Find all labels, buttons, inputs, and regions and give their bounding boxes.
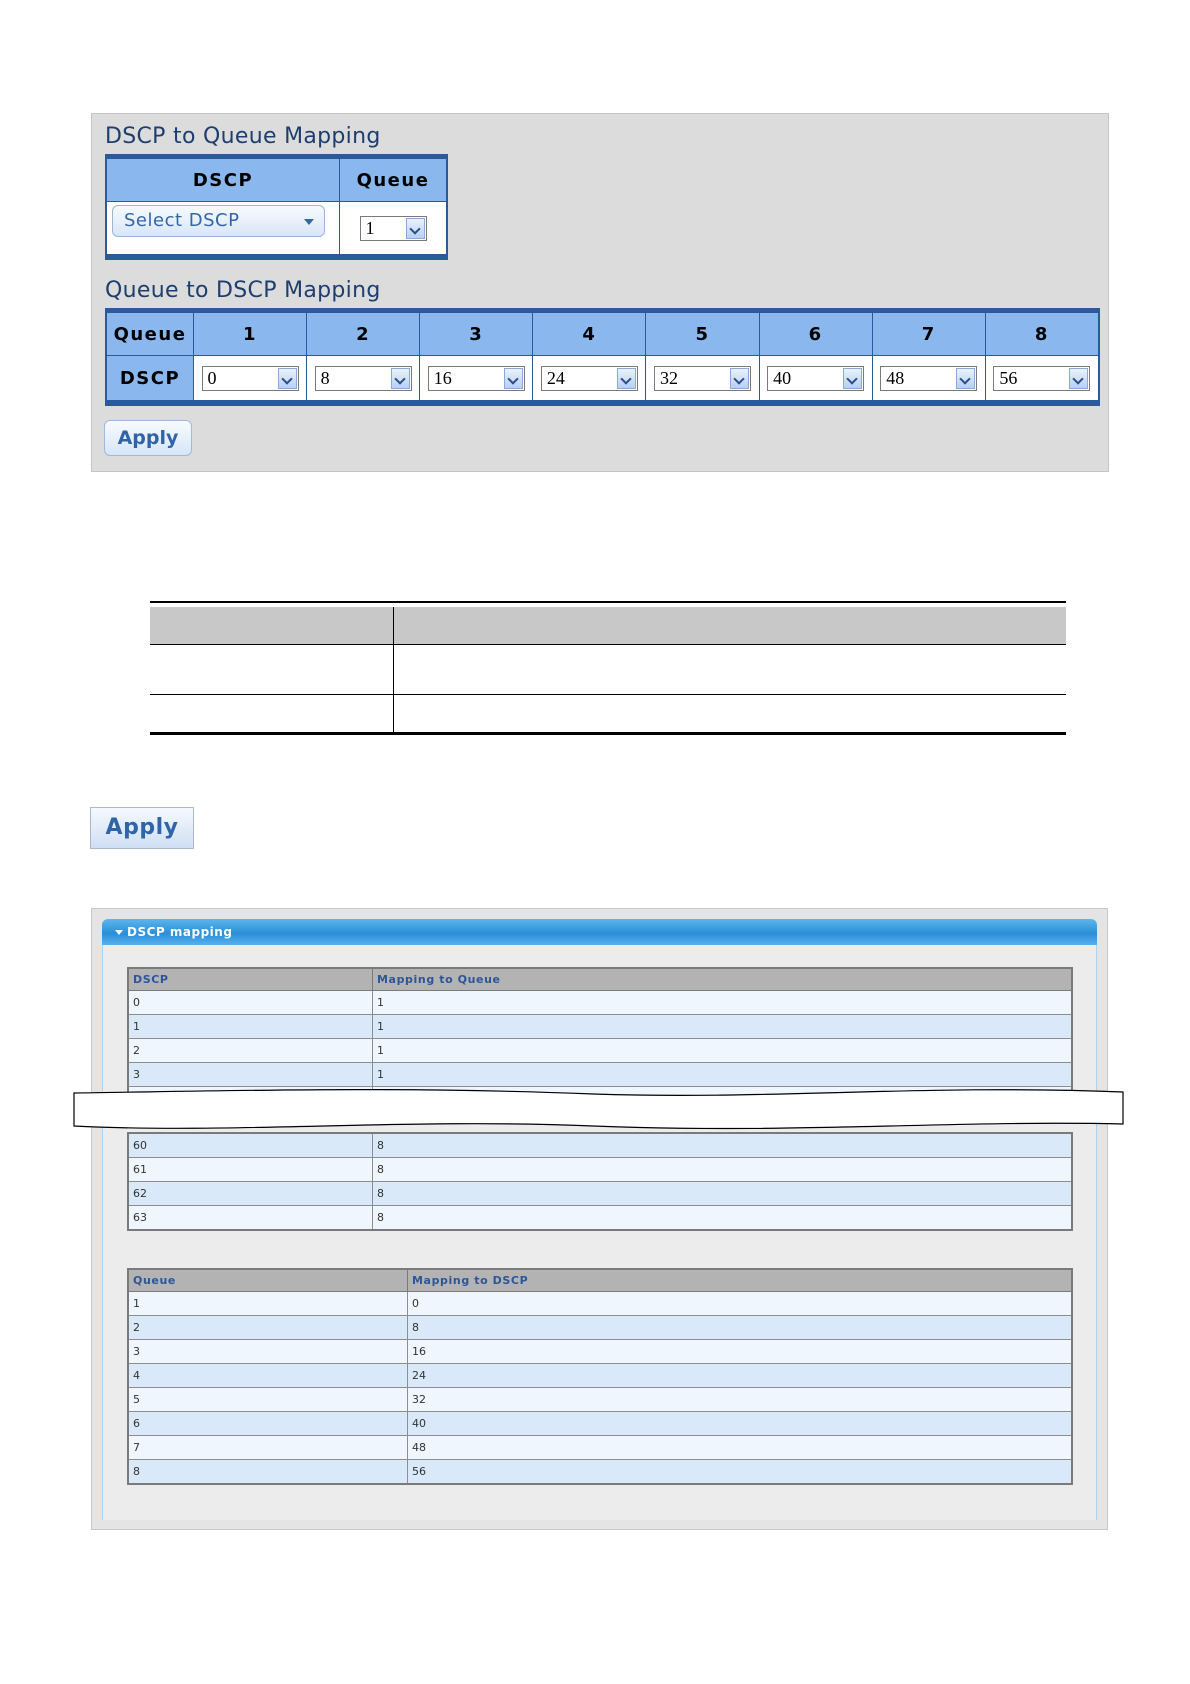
row-value-cell: 0	[408, 1292, 1073, 1316]
row-key-cell: 62	[128, 1182, 373, 1206]
table-row	[128, 1182, 1072, 1206]
chevron-down-icon[interactable]	[504, 368, 523, 389]
row-value-cell: 8	[373, 1182, 1073, 1206]
queue-2-dscp-select[interactable]	[315, 366, 412, 391]
row-key-cell: 2	[128, 1316, 408, 1340]
top-rule	[150, 601, 1066, 603]
row-key-cell: 4	[128, 1364, 408, 1388]
row-key-cell: 61	[128, 1158, 373, 1182]
collapse-caret-icon[interactable]	[115, 930, 123, 935]
dscp-select-value: 40	[773, 367, 792, 388]
dscp-row-label: DSCP	[106, 356, 194, 404]
header-rule	[150, 644, 1066, 645]
dscp-mapping-title: DSCP mapping	[127, 925, 233, 939]
chevron-down-icon[interactable]	[956, 368, 975, 389]
queue-2-dscp-cell	[307, 356, 420, 404]
row-value-cell: 8	[373, 1133, 1073, 1158]
row-key-cell: 8	[128, 1460, 408, 1485]
row-value-cell: 8	[408, 1316, 1073, 1340]
table-row	[128, 1388, 1072, 1412]
queue-1-dscp-cell	[194, 356, 307, 404]
dscp-to-queue-title: DSCP to Queue Mapping	[105, 124, 381, 149]
row-key-cell: 2	[128, 1039, 373, 1063]
table-row	[128, 1316, 1072, 1340]
queue-7-dscp-cell	[872, 356, 985, 404]
queue-5-header: 5	[646, 311, 759, 356]
description-table-header	[150, 607, 1066, 644]
row-value-cell: 16	[408, 1340, 1073, 1364]
table-row	[128, 1460, 1072, 1485]
dscp-to-queue-status-table-continued	[127, 1132, 1073, 1231]
queue-4-dscp-select[interactable]	[541, 366, 638, 391]
dscp-select-value: 48	[886, 367, 905, 388]
queue-2-header: 2	[307, 311, 420, 356]
dscp-select-value: 0	[207, 367, 217, 388]
table-row	[128, 1412, 1072, 1436]
dscp-select-value: 56	[999, 367, 1018, 388]
row-key-cell: 5	[128, 1388, 408, 1412]
queue-1-header: 1	[194, 311, 307, 356]
select-dscp-label: Select DSCP	[124, 210, 240, 231]
queue-select[interactable]	[360, 216, 427, 241]
queue-5-dscp-cell	[646, 356, 759, 404]
queue-select-value: 1	[365, 217, 375, 238]
chevron-down-icon[interactable]	[617, 368, 636, 389]
caret-down-icon	[304, 219, 314, 225]
table-row	[128, 1039, 1072, 1063]
row-value-cell: 1	[373, 1015, 1073, 1039]
queue-to-dscp-title: Queue to DSCP Mapping	[105, 278, 381, 303]
queue-3-header: 3	[420, 311, 533, 356]
dscp-header: DSCP	[128, 968, 373, 991]
table-row	[128, 1158, 1072, 1182]
mapping-to-dscp-header: Mapping to DSCP	[408, 1269, 1073, 1292]
dscp-column-header: DSCP	[106, 157, 340, 202]
queue-7-header: 7	[872, 311, 985, 356]
queue-8-dscp-select[interactable]	[993, 366, 1090, 391]
dscp-mapping-header-bar[interactable]	[102, 919, 1097, 945]
row-value-cell: 56	[408, 1460, 1073, 1485]
table-row	[128, 991, 1072, 1015]
row-rule	[150, 694, 1066, 695]
queue-header: Queue	[128, 1269, 408, 1292]
chevron-down-icon[interactable]	[843, 368, 862, 389]
table-row	[128, 1340, 1072, 1364]
queue-to-dscp-status-table	[127, 1268, 1073, 1485]
table-row	[128, 1063, 1072, 1087]
row-key-cell: 1	[128, 1292, 408, 1316]
row-key-cell: 63	[128, 1206, 373, 1231]
row-value-cell: 48	[408, 1436, 1073, 1460]
column-divider	[393, 607, 394, 732]
row-value-cell: 1	[373, 1063, 1073, 1087]
queue-3-dscp-cell	[420, 356, 533, 404]
row-key-cell: 6	[128, 1412, 408, 1436]
queue-row-label: Queue	[106, 311, 194, 356]
chevron-down-icon[interactable]	[391, 368, 410, 389]
chevron-down-icon[interactable]	[278, 368, 297, 389]
row-value-cell: 8	[373, 1158, 1073, 1182]
queue-6-dscp-select[interactable]	[767, 366, 864, 391]
row-value-cell: 40	[408, 1412, 1073, 1436]
queue-6-header: 6	[759, 311, 872, 356]
queue-7-dscp-select[interactable]	[880, 366, 977, 391]
row-key-cell: 1	[128, 1015, 373, 1039]
queue-8-header: 8	[985, 311, 1099, 356]
table-row	[128, 1364, 1072, 1388]
queue-3-dscp-select[interactable]	[428, 366, 525, 391]
table-row	[128, 1015, 1072, 1039]
queue-column-header: Queue	[340, 157, 448, 202]
bottom-rule	[150, 732, 1066, 735]
row-value-cell: 1	[373, 1039, 1073, 1063]
dscp-select-value: 24	[546, 367, 565, 388]
queue-select-cell	[340, 202, 448, 258]
queue-to-dscp-table	[105, 308, 1100, 406]
chevron-down-icon[interactable]	[730, 368, 749, 389]
queue-1-dscp-select[interactable]	[202, 366, 299, 391]
dscp-select-value: 32	[659, 367, 678, 388]
apply-button[interactable]: Apply	[104, 420, 192, 456]
page-break-overlay	[73, 1088, 1124, 1132]
row-value-cell: 32	[408, 1388, 1073, 1412]
select-dscp-dropdown[interactable]	[112, 205, 325, 237]
queue-5-dscp-select[interactable]	[654, 366, 751, 391]
table-row	[128, 1292, 1072, 1316]
dscp-select-value: 16	[433, 367, 452, 388]
queue-4-dscp-cell	[533, 356, 646, 404]
row-key-cell: 3	[128, 1063, 373, 1087]
chevron-down-icon[interactable]	[406, 218, 425, 239]
row-value-cell: 24	[408, 1364, 1073, 1388]
row-value-cell: 1	[373, 991, 1073, 1015]
queue-8-dscp-cell	[985, 356, 1099, 404]
description-table	[150, 601, 1066, 735]
row-value-cell: 8	[373, 1206, 1073, 1231]
table-row	[128, 1133, 1072, 1158]
apply-button-large[interactable]: Apply	[90, 807, 194, 849]
chevron-down-icon[interactable]	[1069, 368, 1088, 389]
table-row	[128, 1436, 1072, 1460]
mapping-to-queue-header: Mapping to Queue	[373, 968, 1073, 991]
table-row	[128, 1206, 1072, 1231]
row-key-cell: 60	[128, 1133, 373, 1158]
row-key-cell: 3	[128, 1340, 408, 1364]
queue-6-dscp-cell	[759, 356, 872, 404]
row-key-cell: 0	[128, 991, 373, 1015]
row-key-cell: 7	[128, 1436, 408, 1460]
dscp-select-value: 8	[320, 367, 330, 388]
queue-4-header: 4	[533, 311, 646, 356]
